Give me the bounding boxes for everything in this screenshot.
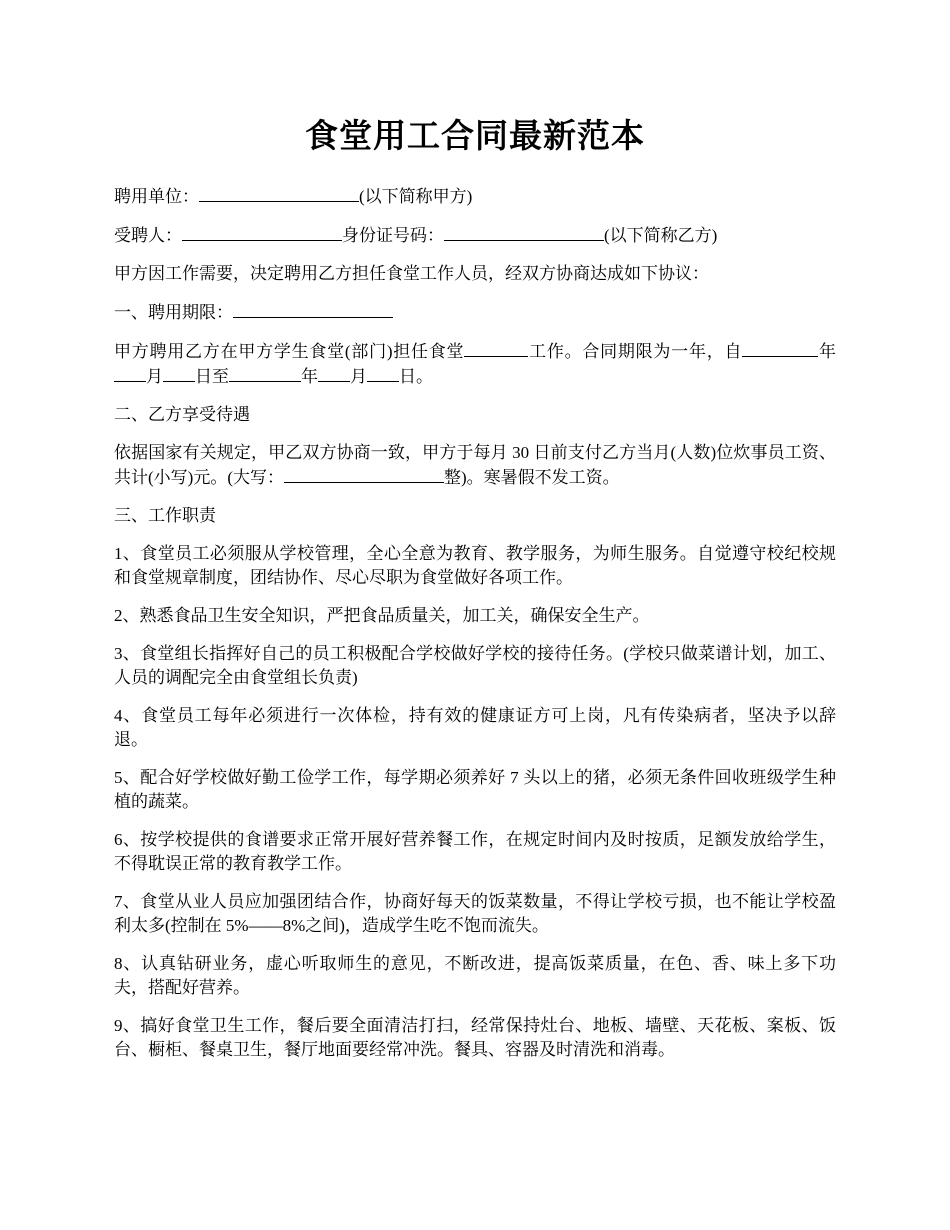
start-year-blank-cont	[804, 339, 818, 357]
start-month-blank	[114, 364, 146, 382]
id-blank	[444, 223, 604, 241]
employee-label: 受聘人：	[114, 226, 182, 245]
start-year-blank	[742, 339, 804, 357]
duty-item: 2、熟悉食品卫生安全知识，严把食品质量关，加工关，确保安全生产。	[114, 606, 650, 625]
employee-blank	[182, 223, 342, 241]
amount-blank	[284, 465, 444, 483]
id-label: 身份证号码：	[342, 226, 444, 245]
term-month-1: 月	[146, 367, 163, 386]
job-blank	[464, 339, 528, 357]
end-day-blank	[367, 364, 399, 382]
duty-item: 7、食堂从业人员应加强团结合作，协商好每天的饭菜数量，不得让学校亏损，也不能让学校盈利太多(控制在 5%——8%之间)，造成学生吃不饱而流失。	[114, 892, 836, 935]
duty-item: 1、食堂员工必须服从学校管理，全心全意为教育、教学服务，为师生服务。自觉遵守校纪校规和食堂规章制度，团结协作、尽心尽职为食堂做好各项工作。	[114, 544, 836, 587]
benefits-text-2: 整)。寒暑假不发工资。	[443, 468, 620, 487]
duties-heading: 三、工作职责	[114, 506, 216, 525]
start-day-blank	[163, 364, 195, 382]
benefits-text: 依据国家有关规定，甲乙双方协商一致，甲方于每月 30 日前支付乙方当月(人数)位炊事员工资、共计(小写)元。(大写：	[114, 443, 836, 487]
term-label: 一、聘用期限：	[114, 303, 233, 322]
end-year-blank	[229, 364, 301, 382]
term-year-1: 年	[818, 342, 836, 361]
employer-line	[114, 184, 836, 209]
document-title: 食堂用工合同最新范本	[305, 119, 645, 155]
benefits-paragraph	[114, 441, 836, 490]
employer-label: 聘用单位：	[114, 187, 199, 206]
term-month-2: 月	[350, 367, 367, 386]
benefits-heading: 二、乙方享受待遇	[114, 405, 250, 424]
employer-note: (以下简称甲方)	[359, 187, 473, 206]
employee-line	[114, 223, 836, 248]
employer-blank	[199, 184, 359, 202]
employee-note: (以下简称乙方)	[604, 226, 718, 245]
duty-item: 4、食堂员工每年必须进行一次体检，持有效的健康证方可上岗，凡有传染病者，坚决予以辞退。	[114, 706, 836, 749]
contract-document	[114, 112, 836, 1076]
term-paragraph	[114, 339, 836, 389]
term-day-2: 日。	[399, 367, 433, 386]
term-day-1: 日至	[195, 367, 229, 386]
term-blank	[233, 300, 393, 318]
term-text-2: 工作。合同期限为一年，自	[528, 342, 743, 361]
duty-item: 5、配合好学校做好勤工俭学工作，每学期必须养好 7 头以上的猪，必须无条件回收班级学生种植的蔬菜。	[114, 768, 836, 811]
term-year-2: 年	[301, 367, 318, 386]
duty-item: 3、食堂组长指挥好自己的员工积极配合学校做好学校的接待任务。(学校只做菜谱计划，加工、人员的调配完全由食堂组长负责)	[114, 644, 836, 687]
duty-item: 8、认真钻研业务，虚心听取师生的意见，不断改进，提高饭菜质量，在色、香、味上多下功夫，搭配好营养。	[114, 954, 836, 997]
end-month-blank	[318, 364, 350, 382]
term-text-1: 甲方聘用乙方在甲方学生食堂(部门)担任食堂	[114, 342, 465, 361]
duty-item: 9、搞好食堂卫生工作，餐后要全面清洁打扫，经常保持灶台、地板、墙壁、天花板、案板、饭台、橱柜、餐桌卫生，餐厅地面要经常冲洗。餐具、容器及时清洗和消毒。	[114, 1016, 836, 1059]
intro-paragraph: 甲方因工作需要，决定聘用乙方担任食堂工作人员，经双方协商达成如下协议：	[114, 264, 709, 283]
term-heading	[114, 300, 836, 325]
duty-item: 6、按学校提供的食谱要求正常开展好营养餐工作，在规定时间内及时按质，足额发放给学生，不得耽误正常的教育教学工作。	[114, 830, 836, 873]
